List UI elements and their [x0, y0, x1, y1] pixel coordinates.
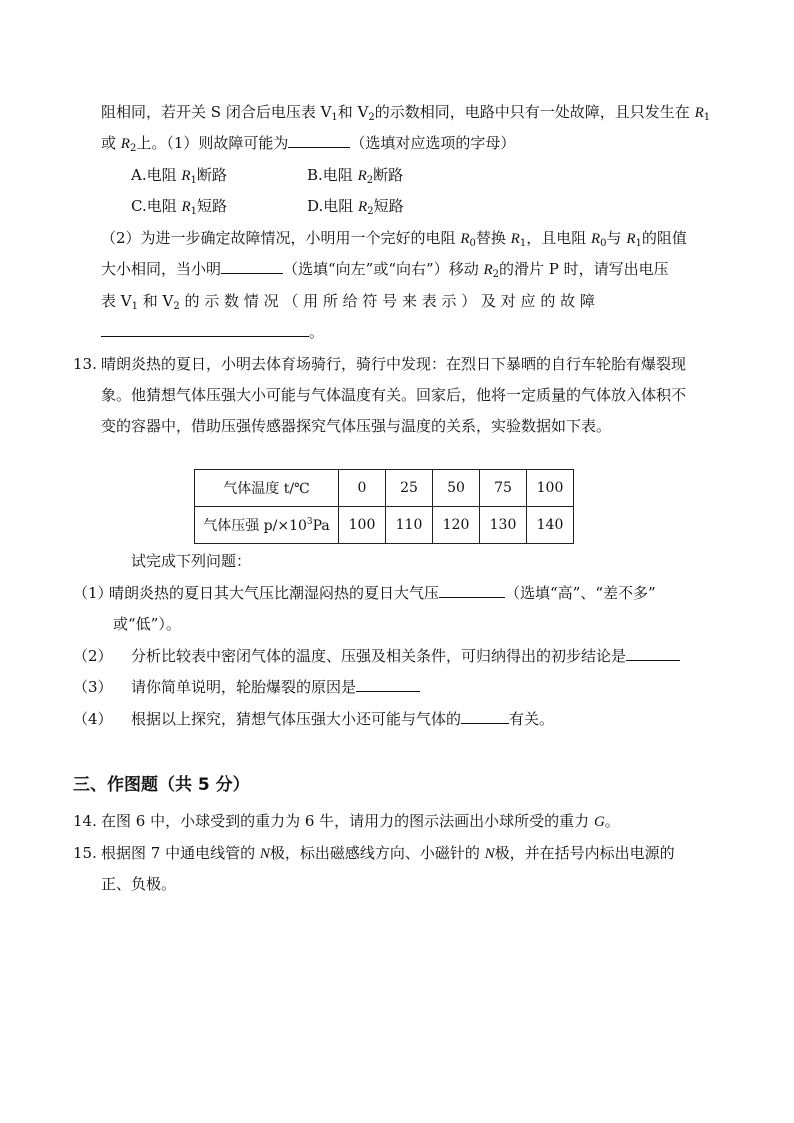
q14-text: 在图 6 中，小球受到的重力为 6 牛，请用力的图示法画出小球所受的重力 G。	[101, 812, 620, 830]
table-cell: 120	[433, 507, 480, 544]
q13-sub3-number: （3）	[73, 678, 113, 696]
answer-blank-q12-3[interactable]	[101, 322, 309, 337]
table-header-pressure: 气体压强 $p/\times 10^3Pa$	[195, 507, 339, 544]
table-cell: 110	[386, 507, 433, 544]
q13-sub2: 分析比较表中密闭气体的温度、压强及相关条件，可归纳得出的初步结论是	[131, 646, 680, 666]
option-b: B.电阻 $R_2$断路	[307, 166, 404, 186]
answer-blank-q12-1[interactable]	[288, 133, 350, 148]
q13-sub1-line1: 晴朗炎热的夏日其大气压比潮湿闷热的夏日大气压 （选填“高”、“差不多”	[109, 584, 656, 602]
q15-line1: 根据图 7 中通电线管的 N极，标出磁感线方向、小磁针的 N极，并在括号内标出电源的	[101, 844, 675, 862]
q12-part2-line2: 大小相同，当小明 （选填“向左”或“向右”）移动 $R_2$的滑片 P 时，请写出电压	[101, 260, 669, 280]
table-header-temperature: 气体温度 t/℃	[195, 470, 339, 507]
data-table	[194, 469, 574, 544]
q13-sub4-number: （4）	[73, 710, 113, 728]
q13-sub2-number: （2）	[73, 647, 113, 665]
q13-intro-line2: 象。他猜想气体压强大小可能与气体温度有关。回家后，他将一定质量的气体放入体积不	[101, 386, 687, 404]
answer-blank-q13-3[interactable]	[356, 677, 420, 692]
q12-part2-line4: 。	[101, 322, 324, 342]
q12-part2-line3: 表 $V_1$ 和 $V_2$ 的 示 数 情 况 （ 用 所 给 符 号 来 表 示 ） 及 对 应 的 故 障	[101, 292, 595, 312]
q13-sub1-number: （1）	[73, 584, 113, 602]
option-d: D.电阻 $R_2$短路	[307, 197, 404, 217]
q13-sub3: 请你简单说明，轮胎爆裂的原因是	[131, 677, 420, 697]
table-cell: 100	[339, 507, 386, 544]
q13-intro-line3: 变的容器中，借助压强传感器探究气体压强与温度的关系，实验数据如下表。	[101, 417, 612, 435]
table-cell: 130	[480, 507, 527, 544]
q15-number: 15.	[73, 844, 97, 862]
answer-blank-q13-1[interactable]	[439, 583, 505, 598]
q15-line2: 正、负极。	[101, 875, 177, 893]
table-cell: 140	[527, 507, 574, 544]
q12-part2-line1: （2）为进一步确定故障情况，小明用一个完好的电阻 $R_0$替换 $R_1$，且电阻 $R_0$与 $R_1$的阻值	[101, 229, 687, 249]
q12-line2: 或 $R_2$上。（1）则故障可能为 （选填对应选项的字母）	[101, 134, 516, 154]
section-title: 三、作图题（共 5 分）	[73, 775, 250, 795]
q13-intro-line1: 晴朗炎热的夏日，小明去体育场骑行，骑行中发现：在烈日下暴晒的自行车轮胎有爆裂现	[101, 355, 687, 373]
q12-line1: 阻相同，若开关 S 闭合后电压表 $V_1$和 $V_2$的示数相同，电路中只有一处故障，且只发生在 $R_1$	[101, 103, 711, 123]
q13-number: 13.	[73, 355, 97, 373]
q13-prompt: 试完成下列问题：	[131, 552, 252, 570]
answer-blank-q12-2[interactable]	[221, 259, 283, 274]
table-cell: 0	[339, 470, 386, 507]
table-row	[195, 470, 574, 507]
table-cell: 100	[527, 470, 574, 507]
table-cell: 50	[433, 470, 480, 507]
table-row	[195, 507, 574, 544]
table-cell: 25	[386, 470, 433, 507]
q14-number: 14.	[73, 812, 97, 830]
answer-blank-q13-2[interactable]	[626, 646, 680, 661]
table-cell: 75	[480, 470, 527, 507]
q13-sub4: 根据以上探究，猜想气体压强大小还可能与气体的 有关。	[131, 710, 555, 728]
answer-blank-q13-4[interactable]	[461, 709, 509, 724]
option-c: C.电阻 $R_1$短路	[131, 197, 228, 217]
q13-sub1-line2: 或“低”）。	[113, 615, 181, 633]
option-a: A.电阻 $R_1$断路	[131, 166, 227, 186]
